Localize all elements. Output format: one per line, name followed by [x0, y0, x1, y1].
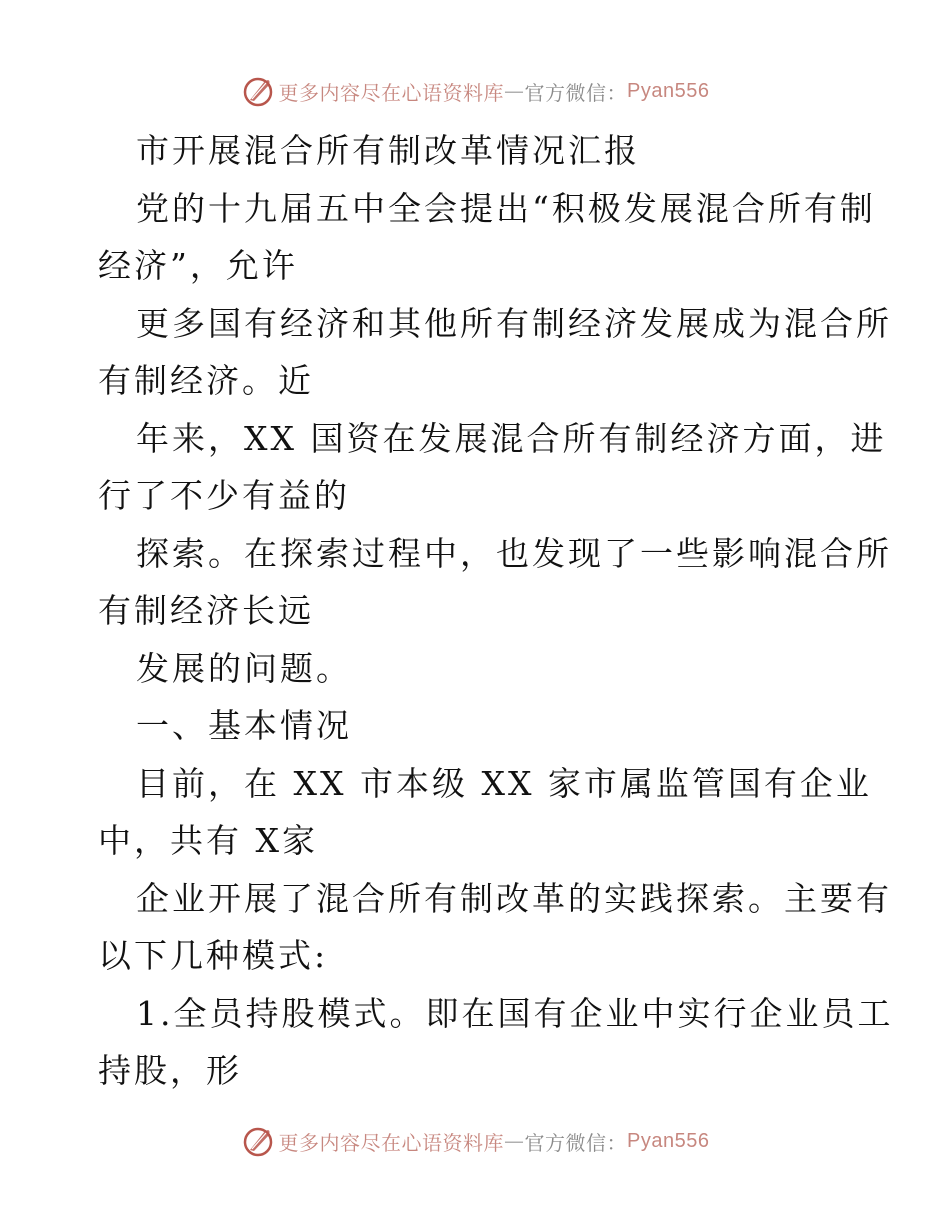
watermark-wechat-label: 官方微信：: [524, 1130, 628, 1155]
watermark-site-name: 更多内容尽在心语资料库: [278, 80, 505, 105]
text-line: 持股，形: [98, 1051, 242, 1090]
text-line: 1.全员持股模式。即在国有企业中实行企业员工: [136, 993, 894, 1033]
text-line: 行了不少有益的: [98, 476, 350, 515]
feather-pen-logo-icon: [241, 73, 277, 109]
text-line: 年来，XX 国资在发展混合所有制经济方面，进: [136, 418, 887, 458]
section-heading: 一、基本情况: [136, 706, 352, 745]
text-line: 更多国有经济和其他所有制经济发展成为混合所: [136, 303, 892, 343]
watermark-wechat-label: 官方微信：: [524, 80, 628, 105]
text-line: 有制经济。近: [98, 361, 314, 400]
text-line: 经济”，允许: [98, 246, 298, 285]
text-line: 发展的问题。: [136, 648, 352, 688]
watermark-site-name: 更多内容尽在心语资料库: [278, 1130, 505, 1155]
document-body: [98, 122, 894, 1100]
text-line: 探索。在探索过程中，也发现了一些影响混合所: [136, 533, 892, 573]
text-line: 目前，在 XX 市本级 XX 家市属监管国有企业: [136, 763, 872, 803]
footer-watermark: [0, 1121, 950, 1161]
watermark-dash: —: [504, 1129, 525, 1153]
watermark-wechat-id: Pyan556: [627, 1129, 710, 1152]
text-line: 以下几种模式:: [98, 936, 329, 975]
document-title: 市开展混合所有制改革情况汇报: [136, 131, 640, 170]
watermark-dash: —: [504, 79, 525, 103]
text-line: 有制经济长远: [98, 591, 314, 630]
feather-pen-logo-icon: [241, 1123, 277, 1159]
text-line: 中，共有 X家: [98, 821, 318, 860]
text-line: 企业开展了混合所有制改革的实践探索。主要有: [136, 878, 892, 918]
watermark-wechat-id: Pyan556: [627, 79, 710, 102]
text-line: 党的十九届五中全会提出“积极发展混合所有制: [136, 188, 876, 228]
header-watermark: [0, 71, 950, 111]
